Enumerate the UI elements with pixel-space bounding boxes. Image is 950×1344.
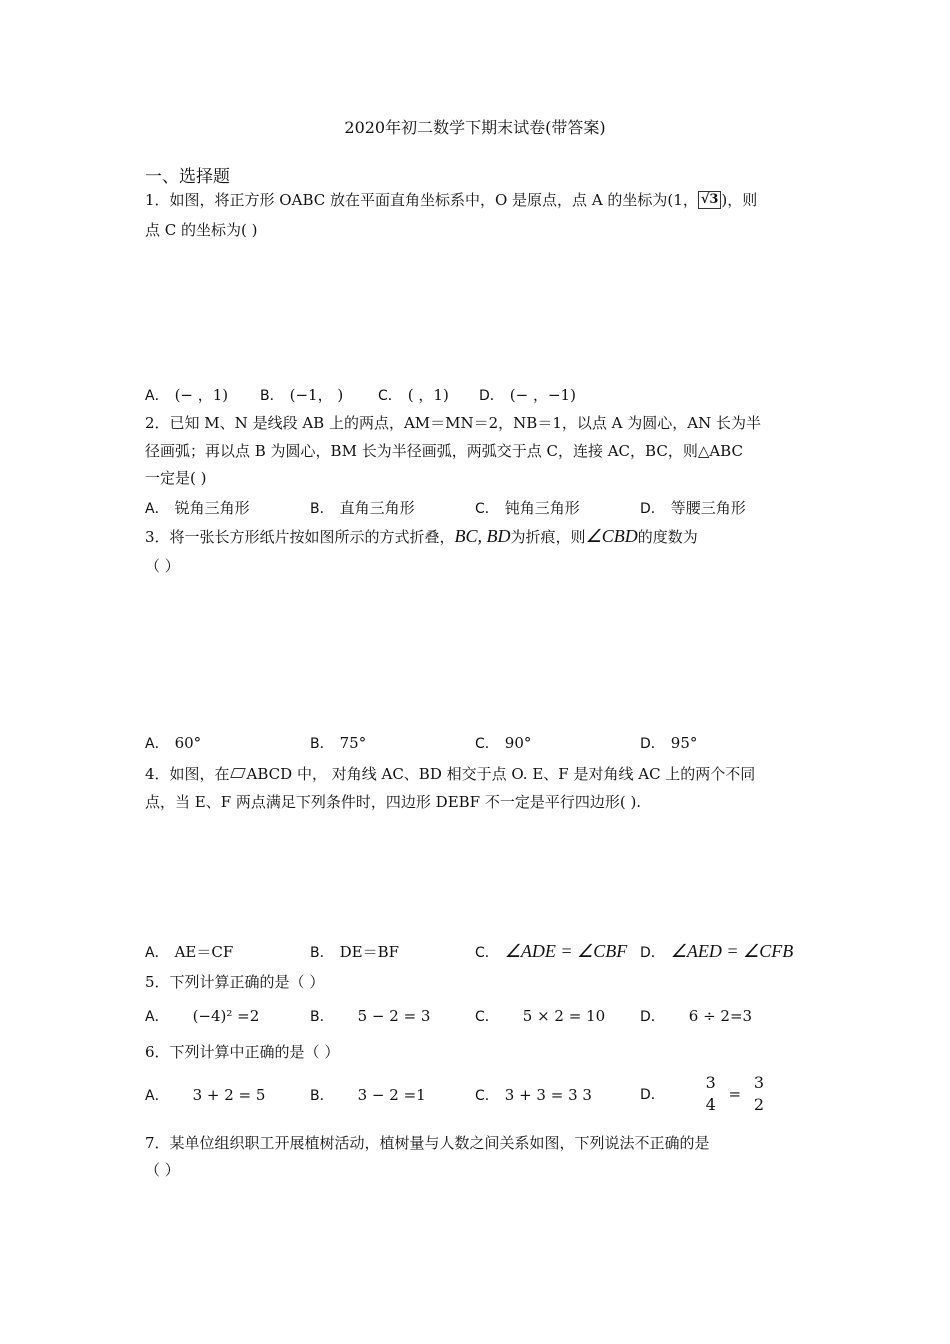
q5-option-b[interactable]: B． 5 − 2 = 3 [310,1007,431,1025]
q1-option-b[interactable]: B． (−1， ) [260,386,344,404]
page-title: 2020年初二数学下期末试卷(带答案) [344,118,606,137]
q6-line: 6．下列计算中正确的是（ ） [145,1043,340,1061]
q5-option-a[interactable]: A． (−4)² =2 [145,1007,260,1025]
q4-option-d[interactable]: D． ∠AED = ∠CFB [640,941,794,961]
parallelogram-icon [230,768,246,778]
q1-options [145,384,825,408]
q3-options [145,733,825,757]
q1-option-c[interactable]: C． ( ，1) [378,386,449,404]
q3-option-c[interactable]: C． 90° [475,734,532,752]
q6-options [145,1072,825,1122]
q6-option-c[interactable]: C． 3 + 3 = 3 3 [475,1086,592,1104]
q5-option-d[interactable]: D． 6 ÷ 2=3 [640,1007,753,1025]
q2-line-3: 一定是( ) [145,469,207,487]
q5-options [145,1006,825,1030]
section-heading: 一、选择题 [145,167,230,187]
q6-option-b[interactable]: B． 3 − 2 =1 [310,1086,426,1104]
q4-option-a[interactable]: A． AE＝CF [145,943,234,961]
q4-line-1: 4．如图，在 ABCD 中， 对角线 AC、BD 相交于点 O. E、F 是对角线 AC 上的两个不同 [145,765,756,783]
q3-math-angle: ∠CBD [585,526,638,546]
q2-option-b[interactable]: B． 直角三角形 [310,499,415,517]
q2-line-1: 2．已知 M、N 是线段 AB 上的两点，AM＝MN＝2，NB＝1，以点 A 为圆心，AN 长为半 [145,414,761,432]
q3-option-b[interactable]: B． 75° [310,734,367,752]
q3-option-a[interactable]: A． 60° [145,734,202,752]
q5-line: 5．下列计算正确的是（ ） [145,973,325,991]
q2-options [145,497,825,521]
q6-option-a[interactable]: A． 3 + 2 = 5 [145,1086,266,1104]
q7-line-2: （ ） [145,1161,180,1179]
q1-text-a: 1．如图，将正方形 OABC 放在平面直角坐标系中，O 是原点，点 A 的坐标为(1， [145,191,698,209]
q7-line-1: 7．某单位组织职工开展植树活动，植树量与人数之间关系如图，下列说法不正确的是 [145,1134,710,1152]
q2-line-2: 径画弧；再以点 B 为圆心，BM 长为半径画弧，两弧交于点 C，连接 AC，BC，则△ABC [145,442,743,460]
sqrt3-image: √3 [698,191,722,209]
q3-math-creases: BC, BD [454,526,511,546]
q4-option-c[interactable]: C． ∠ADE = ∠CBF [475,941,628,961]
q3-option-d[interactable]: D． 95° [640,734,698,752]
q1-option-a[interactable]: A． (− ，1) [145,386,229,404]
q3-line-1: 3．将一张长方形纸片按如图所示的方式折叠，BC, BD为折痕，则∠CBD的度数为 [145,526,698,546]
q1-option-d[interactable]: D． (− ，−1) [479,386,576,404]
q4-options [145,941,825,965]
q1-line-1 [145,190,757,210]
fraction-left: 3 4 [705,1073,716,1114]
fraction-right: 3 2 [753,1073,765,1114]
q2-option-c[interactable]: C． 钝角三角形 [475,499,580,517]
q5-option-c[interactable]: C． 5 × 2 = 10 [475,1007,606,1025]
q1-line-2: 点 C 的坐标为( ) [145,221,258,239]
q2-option-d[interactable]: D． 等腰三角形 [640,499,746,517]
q1-text-b: )，则 [721,191,758,209]
q3-line-2: （ ） [145,557,180,575]
q4-line-2: 点，当 E、F 两点满足下列条件时，四边形 DEBF 不一定是平行四边形( ). [145,793,642,811]
q4-option-b[interactable]: B． DE＝BF [310,943,400,961]
q2-option-a[interactable]: A． 锐角三角形 [145,499,250,517]
q6-option-d[interactable]: D． 3 4 = 3 2 [640,1073,765,1114]
